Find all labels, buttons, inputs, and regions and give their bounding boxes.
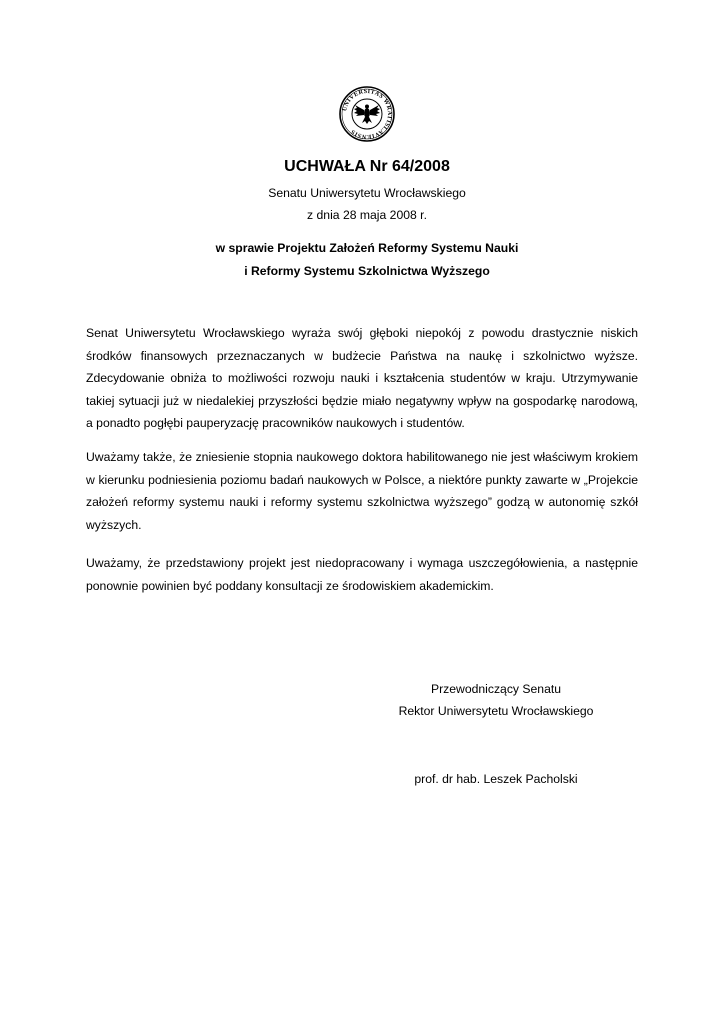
paragraph-line: ponownie powinien być poddany konsultacji ze środowiskiem akademickim. bbox=[86, 578, 494, 593]
resolution-issuer: Senatu Uniwersytetu Wrocławskiego bbox=[268, 186, 466, 200]
resolution-subject-line-1: w sprawie Projektu Założeń Reformy Systemu Nauki bbox=[215, 241, 519, 255]
paragraph-line: Uważamy, że przedstawiony projekt jest niedopracowany i wymaga uszczegółowienia, a następnie bbox=[86, 556, 638, 570]
paragraph-line: środków finansowych przeznaczanych w budżecie Państwa na naukę i szkolnictwo wyższe. bbox=[86, 348, 638, 363]
signature-role-chair: Przewodniczący Senatu bbox=[430, 682, 562, 696]
signature-name: prof. dr hab. Leszek Pacholski bbox=[414, 772, 578, 786]
paragraph-line: Zdecydowanie obniża to możliwości rozwoju nauki i kształcenia studentów w kraju. Utrzymywanie bbox=[86, 371, 638, 385]
paragraph-line: Senat Uniwersytetu Wrocławskiego wyraża swój głęboki niepokój z powodu drastycznie niskich bbox=[86, 326, 638, 340]
paragraph-line: założeń reformy systemu nauki i reformy systemu szkolnictwa wyższego” godzą w autonomię szkół bbox=[86, 495, 638, 509]
resolution-title: UCHWAŁA Nr 64/2008 bbox=[284, 158, 450, 175]
paragraph-line: Uważamy także, że zniesienie stopnia naukowego doktora habilitowanego nie jest właściwym krokiem bbox=[86, 450, 638, 464]
resolution-date: z dnia 28 maja 2008 r. bbox=[307, 208, 427, 222]
resolution-subject-line-2: i Reformy Systemu Szkolnictwa Wyższego bbox=[244, 264, 490, 278]
signature-role-rector: Rektor Uniwersytetu Wrocławskiego bbox=[398, 704, 594, 718]
paragraph-line: w kierunku podniesienia poziomu badań naukowych w Polsce, a niektóre punkty zawarte w „Projekcie bbox=[86, 472, 638, 487]
paragraph-line: takiej sytuacji już w niedalekiej przyszłości będzie miało negatywny wpływ na gospodarkę narodową, bbox=[86, 393, 638, 408]
paragraph-line: wyższych. bbox=[86, 517, 142, 532]
university-seal-icon bbox=[339, 86, 395, 142]
paragraph-line: a ponadto pogłębi pauperyzację pracowników naukowych i studentów. bbox=[86, 416, 465, 430]
body-paragraph-3 bbox=[86, 552, 638, 597]
body-paragraph-1 bbox=[86, 322, 638, 435]
seal-ring-text: UNIVERSITAS WRATISLAVIENSIS bbox=[341, 87, 394, 141]
body-paragraph-2 bbox=[86, 446, 638, 536]
